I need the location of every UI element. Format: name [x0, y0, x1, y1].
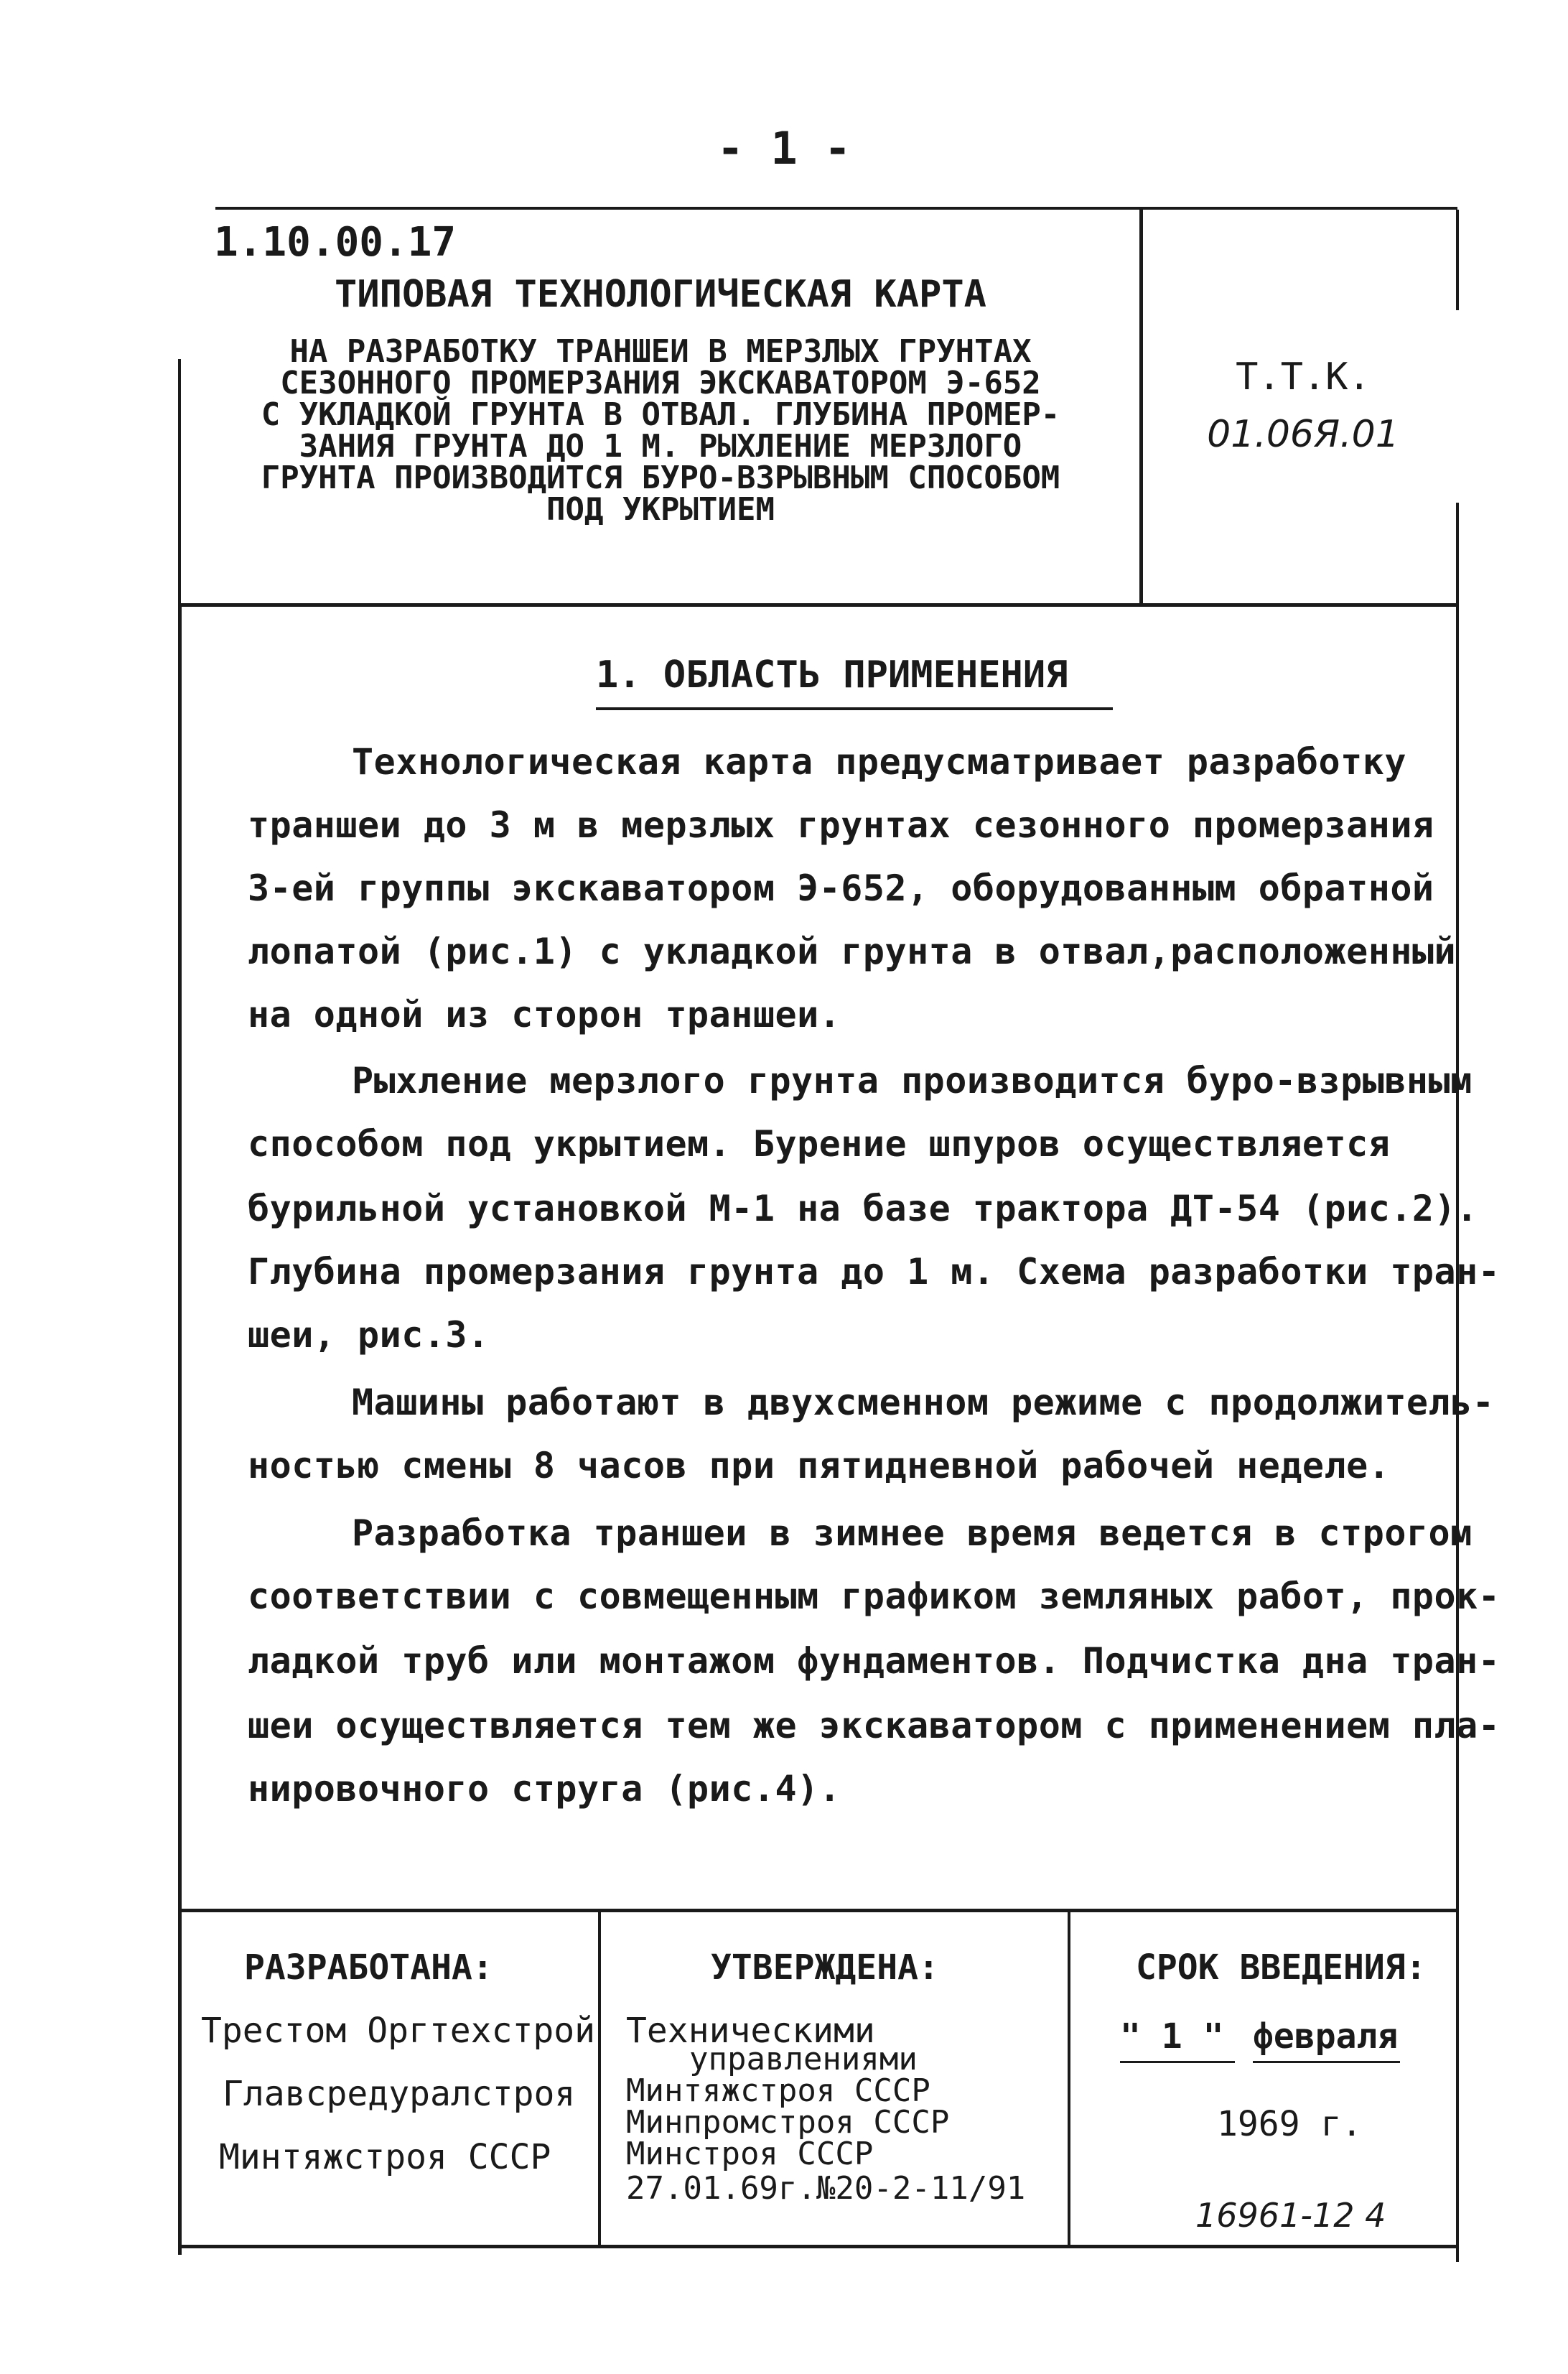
paragraph-line: на одной из сторон траншеи.: [248, 994, 841, 1035]
developed-line: Главсредуралстроя: [223, 2074, 576, 2114]
title-line: ГРУНТА ПРОИЗВОДИТСЯ БУРО-ВЗРЫВНЫМ СПОСОБОМ: [261, 460, 1060, 496]
bottom-frame-line: [178, 2245, 1459, 2248]
main-left-line: [178, 603, 182, 2255]
paragraph-line: шеи осуществляется тем же экскаватором с применением пла-: [248, 1705, 1501, 1746]
paragraph-line: нировочного струга (рис.4).: [248, 1768, 841, 1810]
ttk-label: Т.Т.К.: [1236, 355, 1371, 399]
paragraph-line: лопатой (рис.1) с укладкой грунта в отвал,расположенный: [248, 931, 1457, 972]
paragraph-line: ностью смены 8 часов при пятидневной рабочей неделе.: [248, 1445, 1391, 1486]
paragraph-line: Машины работают в двухсменном режиме с продолжитель-: [352, 1382, 1495, 1423]
title-line: НА РАЗРАБОТКУ ТРАНШЕИ В МЕРЗЛЫХ ГРУНТАХ: [289, 333, 1032, 370]
effective-month: февраля: [1253, 2016, 1399, 2057]
section-heading: 1. ОБЛАСТЬ ПРИМЕНЕНИЯ: [596, 653, 1068, 697]
effective-day: " 1 ": [1120, 2016, 1224, 2057]
effective-day-underline: [1120, 2061, 1235, 2063]
paragraph-line: Рыхление мерзлого грунта производится буро-взрывным: [352, 1060, 1473, 1102]
approved-line: Минпромстроя СССР: [626, 2104, 950, 2141]
approved-line: 27.01.69г.№20-2-11/91: [626, 2170, 1026, 2207]
header-left-vertical-line: [178, 359, 181, 603]
paragraph-line: бурильной установкой М-1 на базе трактора ДТ-54 (рис.2).: [248, 1188, 1478, 1229]
ttk-code: 01.06Я.01: [1207, 413, 1399, 456]
document-title: ТИПОВАЯ ТЕХНОЛОГИЧЕСКАЯ КАРТА: [335, 273, 986, 316]
paragraph-line: способом под укрытием. Бурение шпуров осуществляется: [248, 1123, 1391, 1165]
paragraph-line: Глубина промерзания грунта до 1 м. Схема разработки тран-: [248, 1251, 1501, 1293]
effective-ref: 16961-12 4: [1195, 2196, 1386, 2235]
page-number: - 1 -: [717, 122, 851, 174]
top-frame-line: [215, 207, 1457, 210]
paragraph-line: Технологическая карта предусматривает разработку: [352, 741, 1406, 783]
footer-top-line: [178, 1909, 1459, 1912]
document-code: 1.10.00.17: [214, 219, 457, 266]
developed-line: Минтяжстроя СССР: [219, 2137, 551, 2177]
header-divider-vertical: [1139, 210, 1143, 605]
title-line: ЗАНИЯ ГРУНТА ДО 1 М. РЫХЛЕНИЕ МЕРЗЛОГО: [299, 428, 1022, 465]
approved-line: Техническими: [626, 2011, 875, 2051]
approved-line: управлениями: [689, 2041, 918, 2077]
paragraph-line: траншеи до 3 м в мерзлых грунтах сезонного промерзания: [248, 804, 1434, 846]
title-line: ПОД УКРЫТИЕМ: [546, 491, 775, 528]
header-bottom-line: [178, 603, 1459, 607]
section-heading-underline: [596, 707, 1113, 710]
effective-month-underline: [1253, 2061, 1400, 2063]
paragraph-line: соответствии с совмещенным графиком земляных работ, прок-: [248, 1575, 1501, 1617]
paragraph-line: Разработка траншеи в зимнее время ведется в строгом: [352, 1512, 1473, 1554]
paragraph-line: шеи, рис.3.: [248, 1314, 490, 1356]
paragraph-line: 3-ей группы экскаватором Э-652, оборудованным обратной: [248, 867, 1434, 909]
approved-line: Минтяжстроя СССР: [626, 2072, 930, 2109]
developed-line: Трестом Оргтехстрой: [201, 2011, 596, 2051]
footer-divider-2: [1068, 1909, 1070, 2246]
paragraph-line: ладкой труб или монтажом фундаментов. Подчистка дна тран-: [248, 1640, 1501, 1682]
approved-line: Минстроя СССР: [626, 2136, 874, 2172]
effective-label: СРОК ВВЕДЕНИЯ:: [1136, 1947, 1427, 1988]
effective-year: 1969 г.: [1217, 2104, 1363, 2144]
right-frame-line: [1456, 210, 1459, 310]
approved-label: УТВЕРЖДЕНА:: [711, 1947, 939, 1988]
footer-divider-1: [598, 1909, 601, 2246]
developed-label: РАЗРАБОТАНА:: [244, 1947, 493, 1988]
title-line: С УКЛАДКОЙ ГРУНТА В ОТВАЛ. ГЛУБИНА ПРОМЕР-: [261, 396, 1060, 433]
title-line: СЕЗОННОГО ПРОМЕРЗАНИЯ ЭКСКАВАТОРОМ Э-652: [280, 365, 1041, 401]
